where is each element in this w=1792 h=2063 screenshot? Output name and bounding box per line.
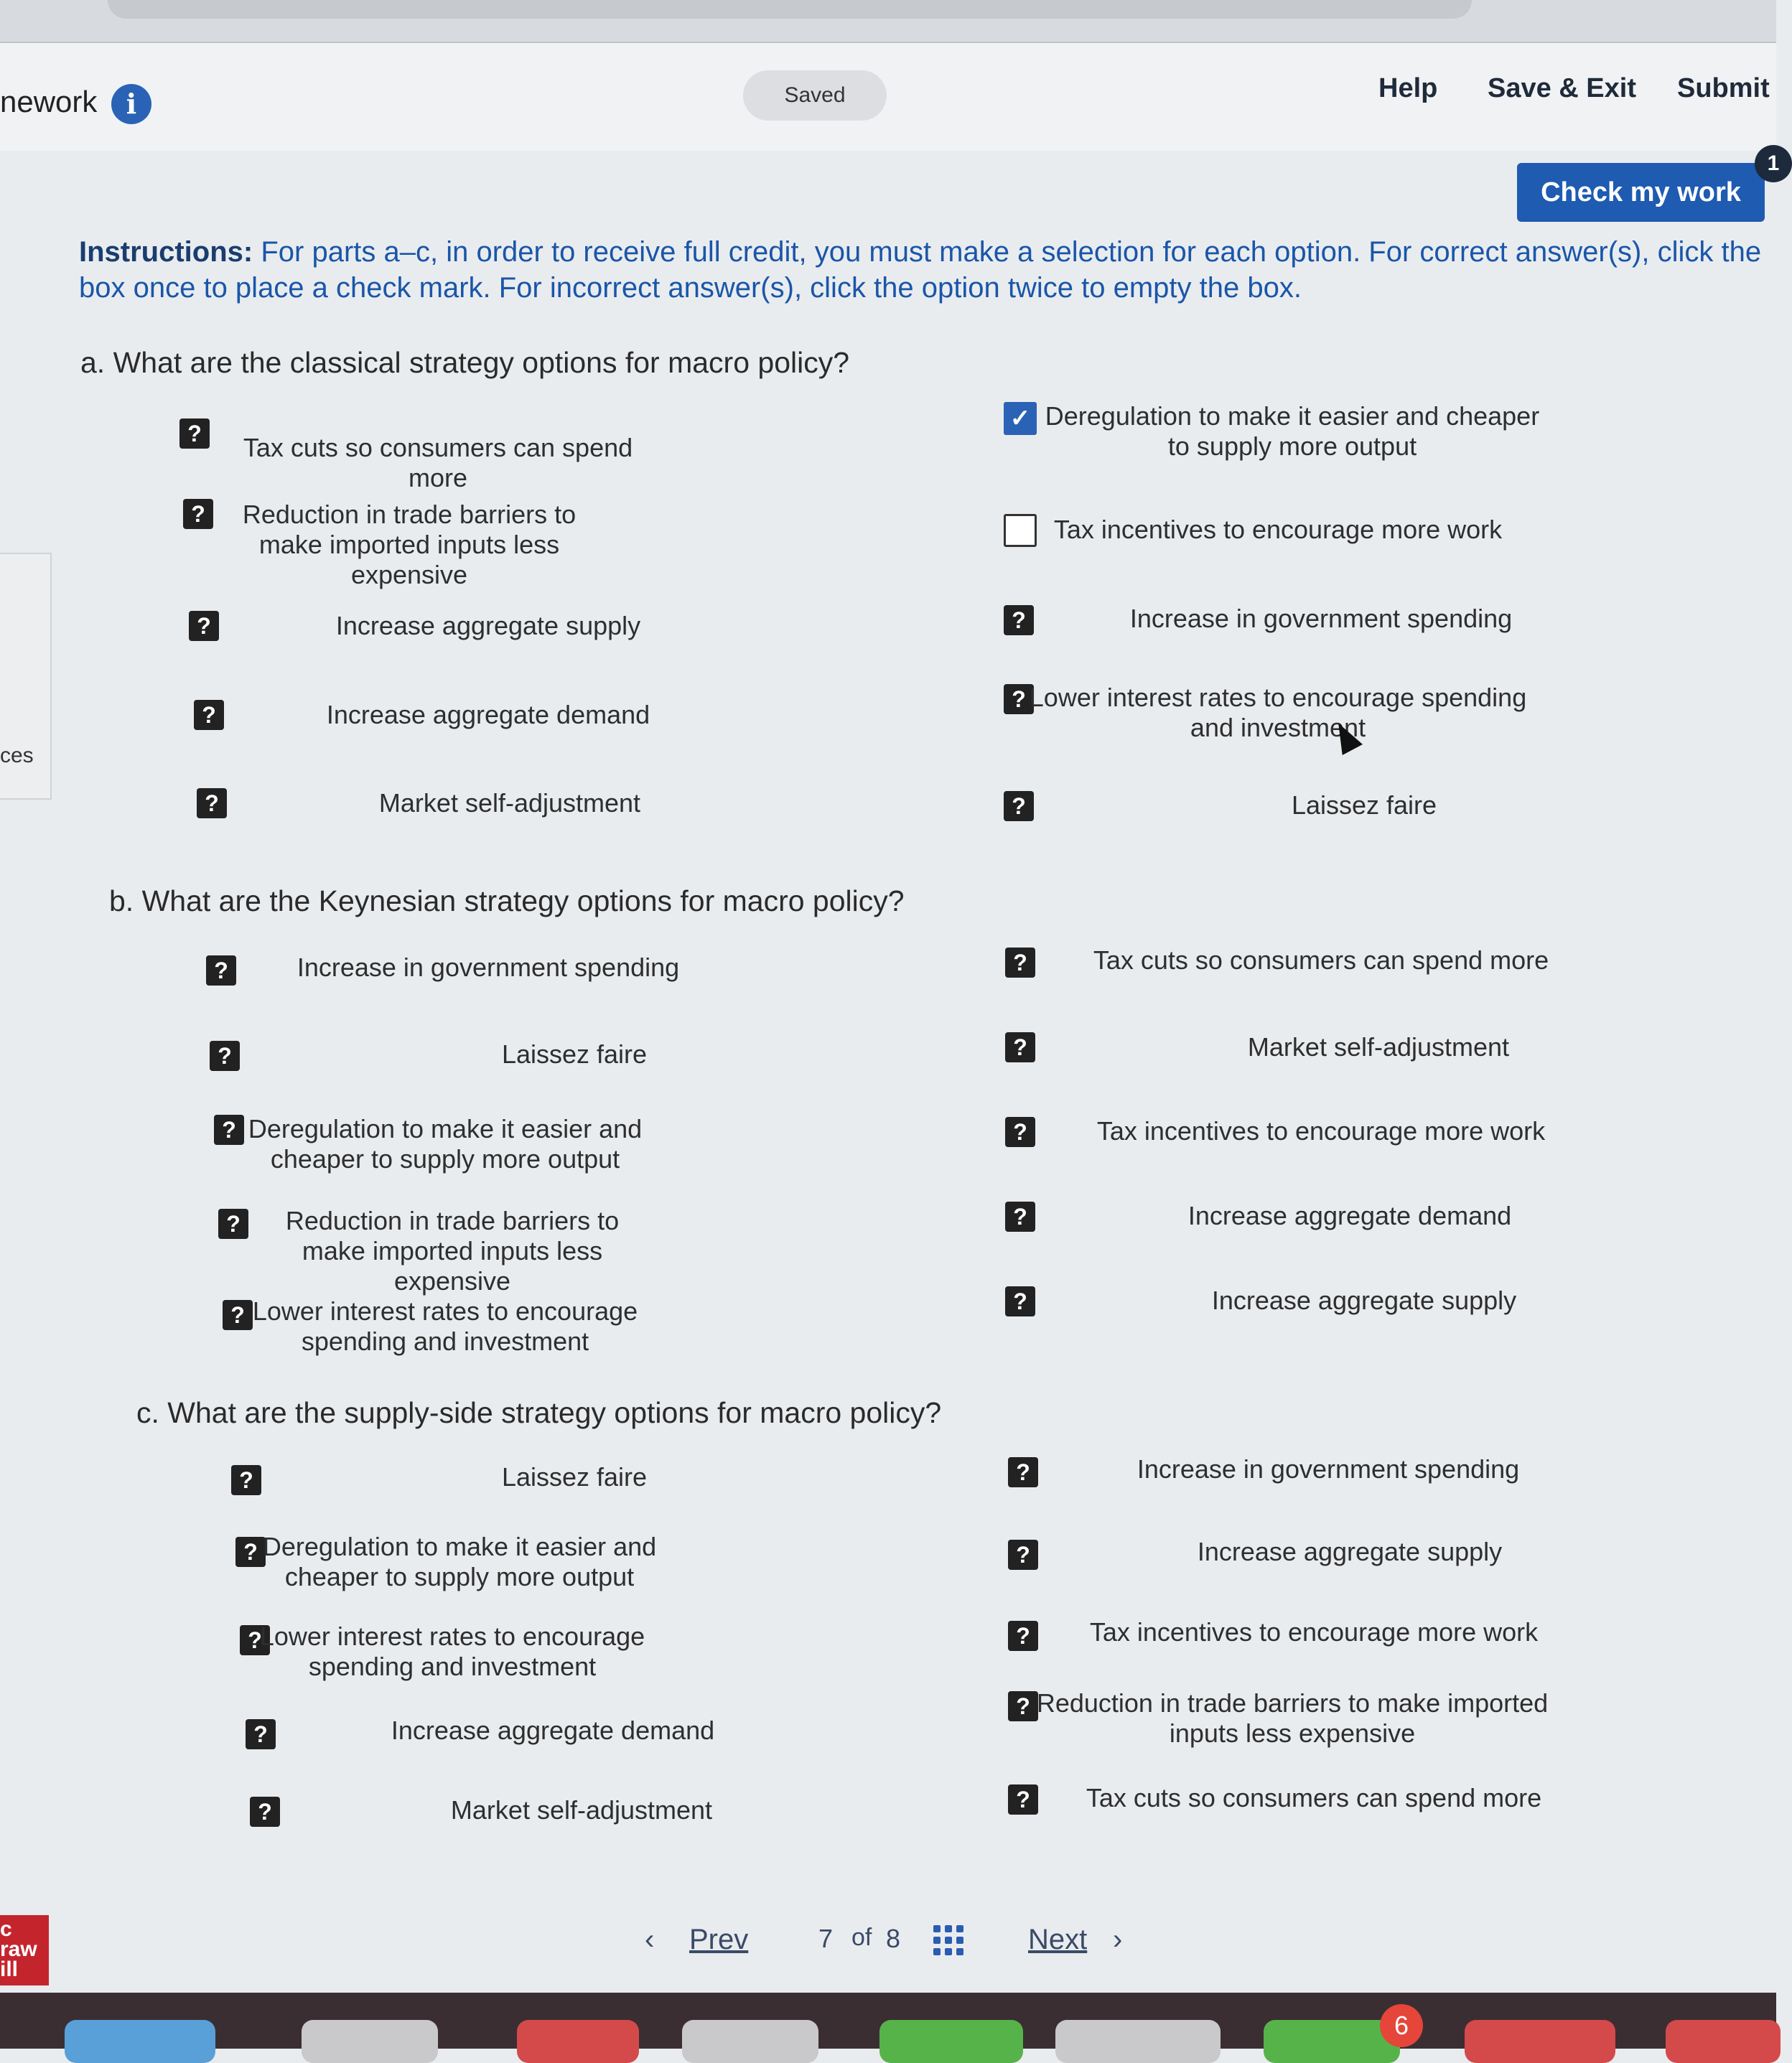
option-label[interactable]: Tax cuts so consumers can spend more	[243, 433, 633, 492]
dock-app-icon[interactable]	[517, 2020, 639, 2063]
option-label[interactable]: Reduction in trade barriers to make imported inputs less expensive	[285, 1206, 620, 1296]
side-panel-label: ces	[0, 744, 34, 767]
option-label[interactable]: Increase aggregate supply	[1197, 1537, 1503, 1566]
dock-app-icon[interactable]	[1465, 2020, 1615, 2063]
option-label[interactable]: Reduction in trade barriers to make imported inputs less expensive	[242, 500, 577, 589]
unknown-status-icon[interactable]: ?	[250, 1797, 280, 1827]
browser-tab[interactable]	[108, 0, 1472, 19]
unknown-status-icon[interactable]: ?	[1008, 1691, 1038, 1721]
option-label[interactable]: Deregulation to make it easier and cheaper to supply more output	[1045, 401, 1540, 461]
option-label[interactable]: Increase aggregate demand	[391, 1716, 715, 1745]
unknown-status-icon[interactable]: ?	[240, 1625, 270, 1655]
option-label[interactable]: Laissez faire	[501, 1039, 648, 1069]
unknown-status-icon[interactable]: ?	[1008, 1540, 1038, 1570]
unknown-status-icon[interactable]: ?	[1008, 1621, 1038, 1651]
option-label[interactable]: Lower interest rates to encourage spending and investment	[1029, 683, 1527, 742]
checkbox-checked-icon[interactable]: ✓	[1004, 402, 1037, 435]
check-my-work-button[interactable]: Check my work	[1517, 163, 1765, 222]
dock-app-icon[interactable]	[879, 2020, 1023, 2063]
option-label[interactable]: Increase in government spending	[1129, 604, 1513, 633]
unknown-status-icon[interactable]: ?	[1005, 1202, 1035, 1232]
unknown-status-icon[interactable]: ?	[1005, 948, 1035, 978]
prev-link[interactable]: Prev	[689, 1924, 749, 1955]
dock-app-icon[interactable]	[1666, 2020, 1781, 2063]
next-arrow-icon[interactable]: ›	[1113, 1924, 1123, 1955]
unknown-status-icon[interactable]: ?	[206, 955, 236, 986]
dock-app-icon[interactable]	[65, 2020, 215, 2063]
option-label[interactable]: Tax cuts so consumers can spend more	[1093, 945, 1549, 975]
dock-notification-badge: 6	[1380, 2004, 1423, 2047]
dock-app-icon[interactable]	[302, 2020, 438, 2063]
unknown-status-icon[interactable]: ?	[183, 499, 213, 529]
option-label[interactable]: Deregulation to make it easier and cheaper to supply more output	[248, 1114, 643, 1174]
option-label[interactable]: Laissez faire	[501, 1462, 648, 1492]
option-label[interactable]: Increase in government spending	[1137, 1454, 1520, 1484]
instructions-text: For parts a–c, in order to receive full credit, you must make a selection for each option. For correct answer(s), click the box once to place a check mark. For incorrect answer(s), click the option twice to empty the box.	[79, 236, 1762, 304]
unknown-status-icon[interactable]: ?	[246, 1719, 276, 1749]
unknown-status-icon[interactable]: ?	[1005, 1286, 1035, 1316]
dock-app-icon[interactable]	[1055, 2020, 1221, 2063]
unknown-status-icon[interactable]: ?	[1004, 791, 1034, 821]
option-label[interactable]: Reduction in trade barriers to make imported inputs less expensive	[1036, 1688, 1549, 1748]
unknown-status-icon[interactable]: ?	[1004, 605, 1034, 635]
unknown-status-icon[interactable]: ?	[189, 611, 219, 641]
option-label[interactable]: Laissez faire	[1291, 790, 1437, 820]
option-label[interactable]: Tax incentives to encourage more work	[1096, 1116, 1546, 1146]
page-of: of	[851, 1924, 872, 1951]
unknown-status-icon[interactable]: ?	[1005, 1117, 1035, 1147]
option-label[interactable]: Lower interest rates to encourage spending and investment	[259, 1622, 645, 1681]
unknown-status-icon[interactable]: ?	[235, 1537, 266, 1567]
browser-tab-strip	[0, 0, 1776, 43]
unknown-status-icon[interactable]: ?	[197, 788, 227, 818]
os-dock	[0, 1993, 1776, 2049]
option-label[interactable]: Market self-adjustment	[450, 1795, 713, 1825]
saved-status-badge: Saved	[743, 70, 887, 121]
option-label[interactable]: Increase aggregate demand	[326, 700, 650, 729]
option-label[interactable]: Tax incentives to encourage more work	[1089, 1617, 1539, 1647]
question-b-label: b. What are the Keynesian strategy options for macro policy?	[109, 884, 905, 917]
unknown-status-icon[interactable]: ?	[179, 418, 210, 449]
save-exit-link[interactable]: Save & Exit	[1488, 73, 1636, 103]
option-label[interactable]: Increase aggregate supply	[335, 611, 641, 640]
unknown-status-icon[interactable]: ?	[218, 1209, 248, 1239]
unknown-status-icon[interactable]: ?	[1008, 1784, 1038, 1815]
unknown-status-icon[interactable]: ?	[231, 1465, 261, 1495]
prev-arrow-icon[interactable]: ‹	[645, 1924, 655, 1955]
unknown-status-icon[interactable]: ?	[1005, 1032, 1035, 1062]
info-icon[interactable]: i	[111, 84, 151, 124]
option-label[interactable]: Increase aggregate supply	[1211, 1286, 1517, 1315]
option-label[interactable]: Tax cuts so consumers can spend more	[1086, 1783, 1542, 1812]
help-link[interactable]: Help	[1378, 73, 1438, 103]
unknown-status-icon[interactable]: ?	[194, 700, 224, 730]
unknown-status-icon[interactable]: ?	[210, 1041, 240, 1071]
unknown-status-icon[interactable]: ?	[214, 1115, 244, 1145]
unknown-status-icon[interactable]: ?	[1008, 1457, 1038, 1487]
dock-app-icon[interactable]	[682, 2020, 818, 2063]
question-grid-icon[interactable]	[933, 1925, 965, 1957]
publisher-logo: c raw ill	[0, 1915, 49, 1985]
question-c-label: c. What are the supply-side strategy options for macro policy?	[136, 1396, 942, 1429]
next-link[interactable]: Next	[1028, 1924, 1088, 1955]
option-label[interactable]: Deregulation to make it easier and cheaper to supply more output	[262, 1532, 657, 1591]
option-label[interactable]: Lower interest rates to encourage spending and investment	[252, 1296, 638, 1356]
submit-link[interactable]: Submit	[1677, 73, 1770, 103]
option-label[interactable]: Market self-adjustment	[1247, 1032, 1510, 1062]
page-current: 7	[818, 1924, 834, 1953]
unknown-status-icon[interactable]: ?	[1004, 684, 1034, 714]
page-total: 8	[886, 1924, 901, 1953]
option-label[interactable]: Market self-adjustment	[378, 788, 641, 818]
unknown-status-icon[interactable]: ?	[223, 1300, 253, 1330]
option-label[interactable]: Increase in government spending	[297, 953, 680, 982]
instructions-lead: Instructions:	[79, 236, 253, 268]
assignment-title: nework	[0, 85, 98, 118]
question-a-label: a. What are the classical strategy options for macro policy?	[80, 346, 850, 379]
option-label[interactable]: Tax incentives to encourage more work	[1053, 515, 1503, 544]
instructions	[79, 234, 1766, 306]
check-count-badge: 1	[1755, 145, 1792, 182]
option-label[interactable]: Increase aggregate demand	[1187, 1201, 1512, 1230]
